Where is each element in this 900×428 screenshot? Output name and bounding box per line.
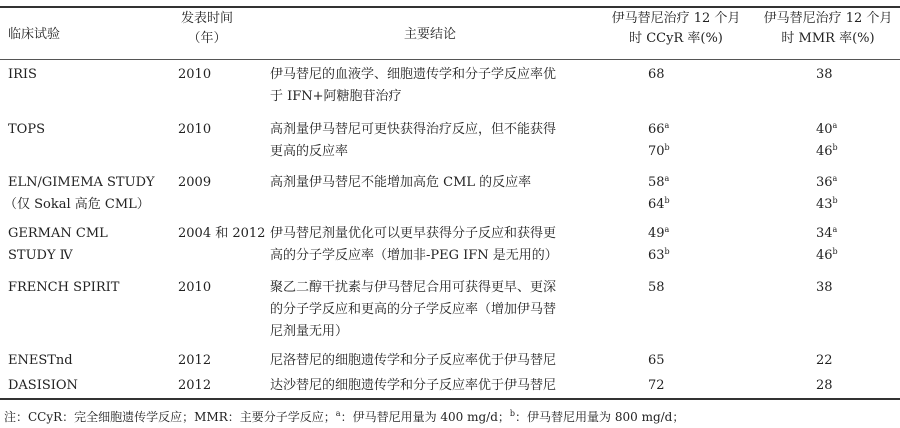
trial-name: TOPS — [8, 122, 45, 137]
trial-name: FRENCH SPIRIT — [8, 280, 120, 295]
conclusion-line: 更高的反应率 — [270, 144, 349, 159]
conclusion-line: 尼剂量无用） — [270, 324, 349, 339]
header-ccyr-line1: 伊马替尼治疗 12 个月 — [611, 11, 741, 26]
top-rule — [0, 6, 900, 8]
conclusion-line: 高剂量伊马替尼不能增加高危 CML 的反应率 — [270, 175, 532, 190]
header-mmr-line1: 伊马替尼治疗 12 个月 — [763, 11, 893, 26]
mmr-value: 43$^b$ — [816, 196, 838, 212]
trial-name: IRIS — [8, 67, 37, 82]
header-rule — [0, 59, 900, 60]
trial-name: ELN/GIMEMA STUDY — [8, 175, 155, 190]
ccyr-value: 68 — [648, 67, 665, 82]
year-cell: 2012 — [178, 353, 212, 368]
ccyr-value: 70$^b$ — [648, 143, 670, 159]
ccyr-value: 66$^a$ — [648, 121, 670, 137]
year-cell: 2010 — [178, 67, 212, 82]
ccyr-value: 64$^b$ — [648, 196, 670, 212]
year-cell: 2004 和 2012 — [178, 226, 266, 241]
mmr-value: 22 — [816, 353, 833, 368]
ccyr-value: 49$^a$ — [648, 225, 670, 241]
conclusion-line: 聚乙二醇干扰素与伊马替尼合用可获得更早、更深 — [270, 280, 557, 295]
year-cell: 2010 — [178, 122, 212, 137]
conclusion-line: 于 IFN+阿糖胞苷治疗 — [270, 89, 402, 104]
mmr-value: 36$^a$ — [816, 174, 838, 190]
mmr-value: 40$^a$ — [816, 121, 838, 137]
header-ccyr-line2: 时 CCyR 率(%) — [629, 31, 723, 46]
year-cell: 2010 — [178, 280, 212, 295]
ccyr-value: 58 — [648, 280, 665, 295]
trial-name: GERMAN CML — [8, 226, 108, 241]
trial-name: ENESTnd — [8, 353, 73, 368]
bottom-rule — [0, 398, 900, 400]
conclusion-line: 伊马替尼的血液学、细胞遗传学和分子学反应率优 — [270, 67, 557, 82]
conclusion-line: 高的分子学反应率（增加非-PEG IFN 是无用的） — [270, 248, 558, 263]
header-trial: 临床试验 — [8, 27, 61, 42]
mmr-value: 46$^b$ — [816, 143, 838, 159]
mmr-value: 38 — [816, 280, 833, 295]
year-cell: 2009 — [178, 175, 212, 190]
ccyr-value: 72 — [648, 378, 665, 393]
ccyr-value: 65 — [648, 353, 665, 368]
mmr-value: 28 — [816, 378, 833, 393]
ccyr-value: 63$^b$ — [648, 247, 670, 263]
year-cell: 2012 — [178, 378, 212, 393]
trial-subname: STUDY Ⅳ — [8, 248, 73, 263]
trial-name: DASISION — [8, 378, 78, 393]
header-time-line1: 发表时间 — [180, 11, 233, 26]
conclusion-line: 伊马替尼剂量优化可以更早获得分子反应和获得更 — [270, 226, 557, 241]
header-time-line2: （年） — [187, 31, 227, 46]
conclusion-line: 达沙替尼的细胞遗传学和分子反应率优于伊马替尼 — [270, 378, 557, 393]
table-footnote: 注：CCyR：完全细胞遗传学反应；MMR：主要分子学反应；$^a$：伊马替尼用量为 400 mg/d；$^b$：伊马替尼用量为 800 mg/d； — [4, 409, 685, 424]
mmr-value: 46$^b$ — [816, 247, 838, 263]
mmr-value: 38 — [816, 67, 833, 82]
conclusion-line: 尼洛替尼的细胞遗传学和分子反应率优于伊马替尼 — [270, 353, 557, 368]
ccyr-value: 58$^a$ — [648, 174, 670, 190]
trial-subname: （仅 Sokal 高危 CML） — [4, 197, 150, 212]
header-mmr-line2: 时 MMR 率(%) — [781, 31, 875, 46]
header-conclusion: 主要结论 — [403, 27, 456, 42]
conclusion-line: 高剂量伊马替尼可更快获得治疗反应，但不能获得 — [270, 122, 557, 137]
mmr-value: 34$^a$ — [816, 225, 838, 241]
conclusion-line: 的分子学反应和更高的分子学反应率（增加伊马替 — [270, 302, 557, 317]
